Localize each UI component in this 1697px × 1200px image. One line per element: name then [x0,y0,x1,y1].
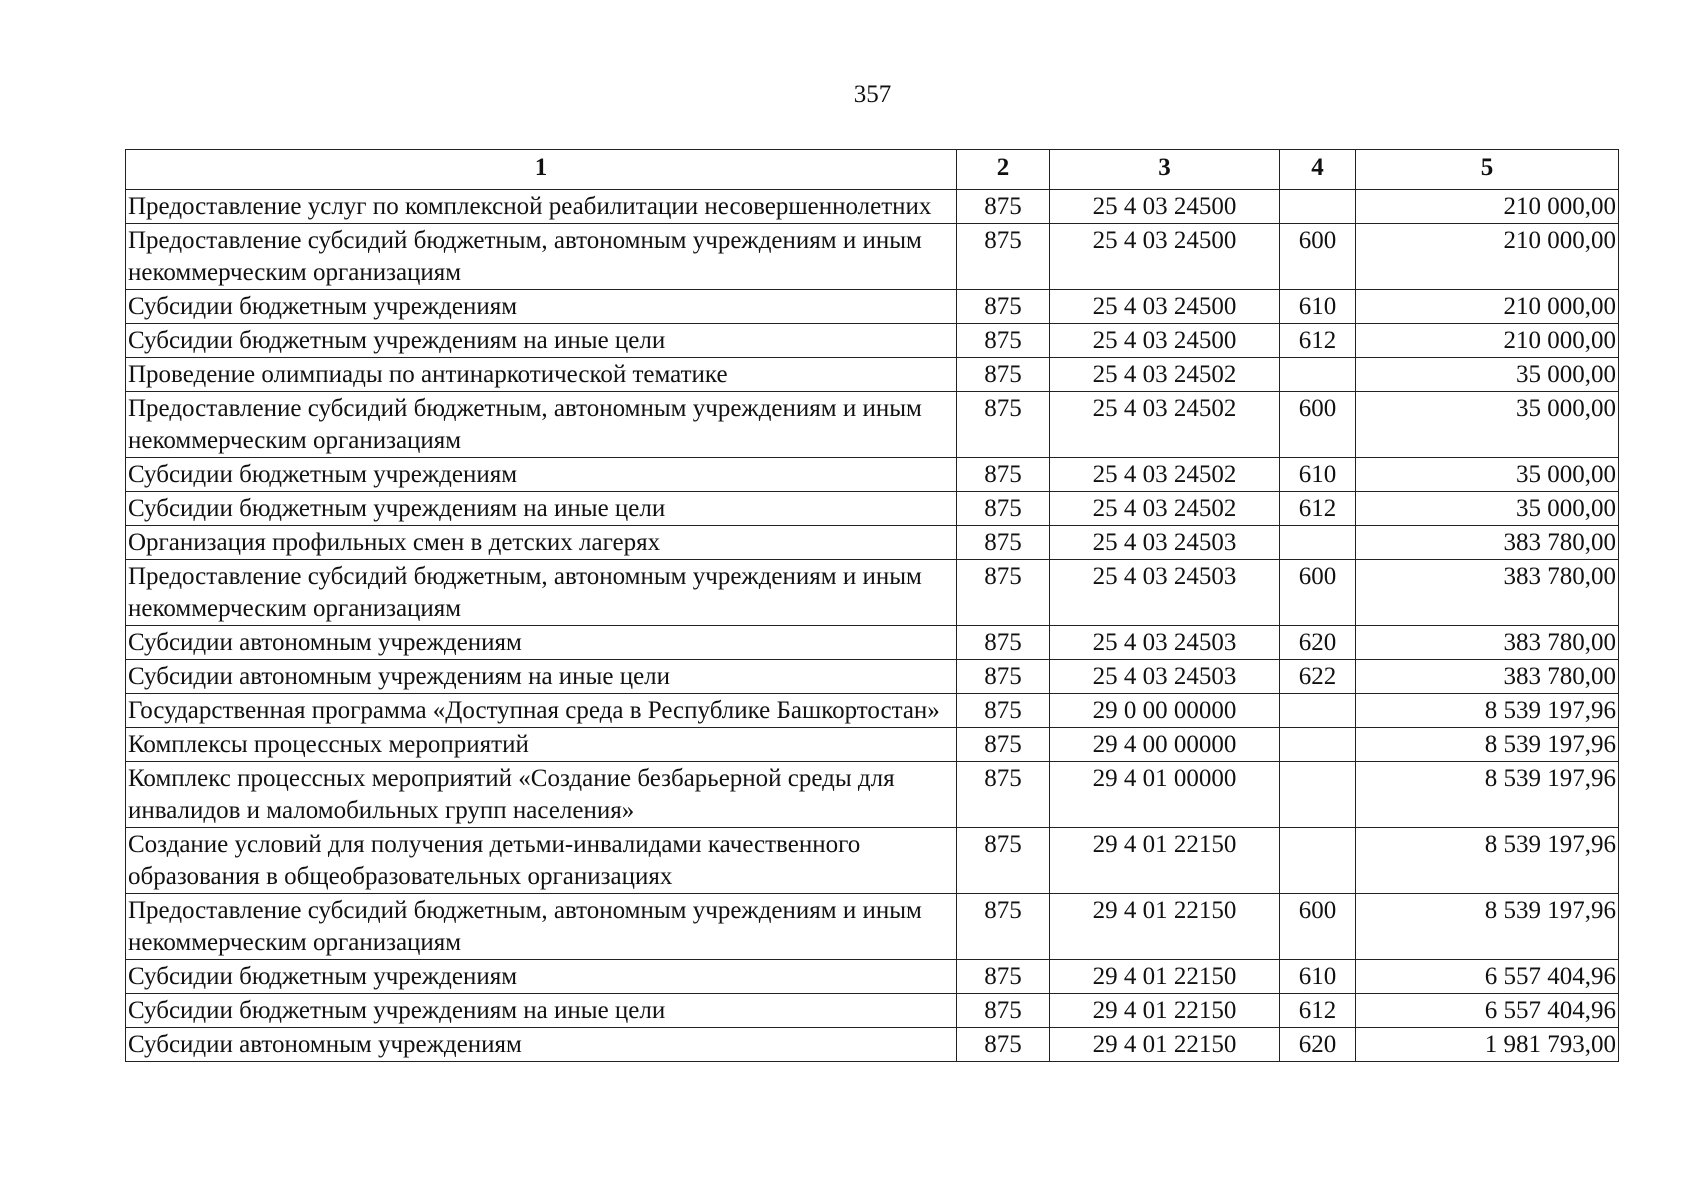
table-row [126,728,1619,762]
row-target-article: 25 4 03 24502 [1050,358,1280,392]
column-header-1: 1 [126,150,957,190]
row-expense-type: 612 [1280,994,1356,1028]
table-row [126,560,1619,626]
row-amount: 35 000,00 [1356,458,1619,492]
row-target-article: 25 4 03 24502 [1050,392,1280,458]
row-target-article: 29 4 01 22150 [1050,960,1280,994]
table-header-row [126,150,1619,190]
table-row [126,324,1619,358]
row-expense-type: 600 [1280,894,1356,960]
row-expense-type: 620 [1280,1028,1356,1062]
row-expense-type [1280,694,1356,728]
row-code: 875 [957,994,1050,1028]
row-expense-type [1280,526,1356,560]
row-amount: 383 780,00 [1356,626,1619,660]
row-code: 875 [957,290,1050,324]
row-amount: 35 000,00 [1356,492,1619,526]
table-row [126,392,1619,458]
row-amount: 35 000,00 [1356,358,1619,392]
table-row [126,762,1619,828]
row-expense-type [1280,190,1356,224]
row-expense-type: 620 [1280,626,1356,660]
column-header-5: 5 [1356,150,1619,190]
column-header-2: 2 [957,150,1050,190]
row-name: Предоставление субсидий бюджетным, автономным учреждениям и иным некоммерческим организациям [126,392,957,458]
table-row [126,660,1619,694]
row-target-article: 25 4 03 24503 [1050,626,1280,660]
row-name: Субсидии бюджетным учреждениям на иные цели [126,324,957,358]
row-target-article: 29 4 00 00000 [1050,728,1280,762]
table-row [126,526,1619,560]
table-row [126,694,1619,728]
row-name: Организация профильных смен в детских лагерях [126,526,957,560]
row-target-article: 29 4 01 22150 [1050,828,1280,894]
row-amount: 8 539 197,96 [1356,694,1619,728]
table-row [126,458,1619,492]
row-name: Предоставление субсидий бюджетным, автономным учреждениям и иным некоммерческим организациям [126,560,957,626]
page-number: 357 [853,81,892,108]
row-code: 875 [957,762,1050,828]
row-expense-type: 600 [1280,560,1356,626]
table-row [126,358,1619,392]
row-amount: 8 539 197,96 [1356,762,1619,828]
row-name: Комплекс процессных мероприятий «Создание безбарьерной среды для инвалидов и маломобильных групп населения» [126,762,957,828]
column-header-4: 4 [1280,150,1356,190]
row-target-article: 29 0 00 00000 [1050,694,1280,728]
table-row [126,828,1619,894]
row-target-article: 25 4 03 24500 [1050,290,1280,324]
row-code: 875 [957,392,1050,458]
row-amount: 6 557 404,96 [1356,960,1619,994]
row-target-article: 25 4 03 24500 [1050,190,1280,224]
row-name: Субсидии автономным учреждениям [126,626,957,660]
row-code: 875 [957,1028,1050,1062]
row-expense-type: 600 [1280,392,1356,458]
row-code: 875 [957,728,1050,762]
row-name: Субсидии автономным учреждениям на иные цели [126,660,957,694]
row-name: Создание условий для получения детьми-инвалидами качественного образования в общеобразовательных организациях [126,828,957,894]
row-name: Субсидии бюджетным учреждениям [126,960,957,994]
row-target-article: 29 4 01 22150 [1050,994,1280,1028]
row-amount: 1 981 793,00 [1356,1028,1619,1062]
table-row [126,492,1619,526]
row-code: 875 [957,224,1050,290]
row-target-article: 25 4 03 24502 [1050,458,1280,492]
row-code: 875 [957,358,1050,392]
row-expense-type: 600 [1280,224,1356,290]
budget-table [125,149,1619,1062]
row-expense-type [1280,828,1356,894]
row-target-article: 25 4 03 24503 [1050,526,1280,560]
table-row [126,290,1619,324]
table-row [126,994,1619,1028]
row-target-article: 29 4 01 22150 [1050,1028,1280,1062]
row-target-article: 25 4 03 24500 [1050,324,1280,358]
row-name: Субсидии бюджетным учреждениям на иные цели [126,492,957,526]
row-target-article: 25 4 03 24500 [1050,224,1280,290]
row-name: Субсидии бюджетным учреждениям [126,290,957,324]
row-name: Предоставление субсидий бюджетным, автономным учреждениям и иным некоммерческим организациям [126,894,957,960]
row-amount: 210 000,00 [1356,224,1619,290]
row-code: 875 [957,526,1050,560]
row-expense-type: 612 [1280,324,1356,358]
row-expense-type [1280,358,1356,392]
row-expense-type: 610 [1280,290,1356,324]
row-code: 875 [957,694,1050,728]
row-expense-type [1280,728,1356,762]
row-name: Субсидии автономным учреждениям [126,1028,957,1062]
row-code: 875 [957,894,1050,960]
row-name: Предоставление субсидий бюджетным, автономным учреждениям и иным некоммерческим организациям [126,224,957,290]
row-expense-type: 610 [1280,960,1356,994]
table-row [126,894,1619,960]
row-name: Субсидии бюджетным учреждениям [126,458,957,492]
row-amount: 35 000,00 [1356,392,1619,458]
row-name: Государственная программа «Доступная среда в Республике Башкортостан» [126,694,957,728]
row-target-article: 25 4 03 24502 [1050,492,1280,526]
row-expense-type: 622 [1280,660,1356,694]
row-name: Проведение олимпиады по антинаркотической тематике [126,358,957,392]
row-code: 875 [957,492,1050,526]
table-row [126,190,1619,224]
row-amount: 383 780,00 [1356,660,1619,694]
row-amount: 210 000,00 [1356,190,1619,224]
table-row [126,224,1619,290]
row-amount: 6 557 404,96 [1356,994,1619,1028]
row-code: 875 [957,626,1050,660]
row-amount: 8 539 197,96 [1356,894,1619,960]
column-header-3: 3 [1050,150,1280,190]
row-expense-type: 612 [1280,492,1356,526]
row-expense-type: 610 [1280,458,1356,492]
table-row [126,960,1619,994]
table-row [126,626,1619,660]
row-target-article: 25 4 03 24503 [1050,560,1280,626]
row-code: 875 [957,458,1050,492]
row-target-article: 29 4 01 00000 [1050,762,1280,828]
row-target-article: 25 4 03 24503 [1050,660,1280,694]
row-name: Субсидии бюджетным учреждениям на иные цели [126,994,957,1028]
table-row [126,1028,1619,1062]
row-target-article: 29 4 01 22150 [1050,894,1280,960]
row-amount: 8 539 197,96 [1356,828,1619,894]
row-amount: 210 000,00 [1356,324,1619,358]
row-code: 875 [957,828,1050,894]
row-amount: 383 780,00 [1356,526,1619,560]
row-expense-type [1280,762,1356,828]
row-code: 875 [957,190,1050,224]
row-name: Комплексы процессных мероприятий [126,728,957,762]
row-code: 875 [957,324,1050,358]
table-body [126,190,1619,1062]
row-code: 875 [957,560,1050,626]
row-code: 875 [957,660,1050,694]
row-code: 875 [957,960,1050,994]
row-name: Предоставление услуг по комплексной реабилитации несовершеннолетних [126,190,957,224]
row-amount: 8 539 197,96 [1356,728,1619,762]
row-amount: 210 000,00 [1356,290,1619,324]
row-amount: 383 780,00 [1356,560,1619,626]
